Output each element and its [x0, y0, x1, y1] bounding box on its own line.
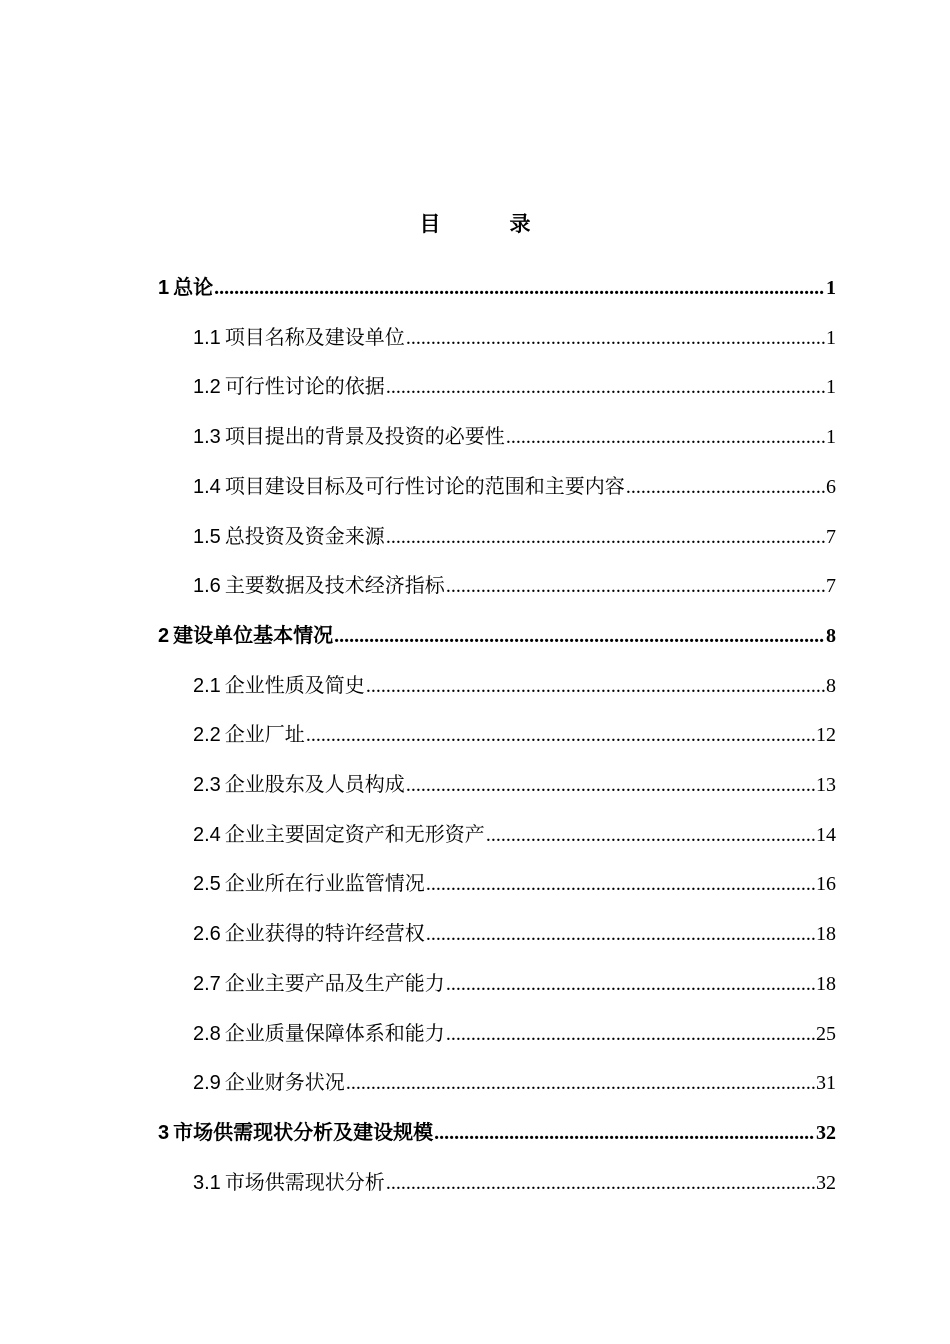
- toc-leader-dots: [434, 1118, 815, 1148]
- toc-leader-dots: [486, 820, 815, 850]
- toc-entry-title: 建设单位基本情况: [173, 623, 334, 647]
- toc-entry-number: 1.1: [193, 327, 221, 349]
- toc-entry-title: 项目提出的背景及投资的必要性: [224, 424, 505, 448]
- toc-section-entry[interactable]: [193, 719, 836, 749]
- toc-entry-number: 3: [158, 1122, 170, 1144]
- toc-chapter-entry[interactable]: [158, 1117, 836, 1147]
- toc-entry-page-number: 8: [826, 625, 836, 647]
- toc-entry-page-number: 32: [816, 1122, 836, 1144]
- toc-leader-dots: [446, 1019, 815, 1049]
- toc-entry-number: 2.8: [193, 1023, 221, 1045]
- toc-entry-page-number: 7: [826, 575, 836, 597]
- toc-leader-dots: [406, 323, 825, 353]
- toc-entry-number: 2.9: [193, 1072, 221, 1094]
- toc-leader-dots: [306, 720, 815, 750]
- toc-entry-page-number: 1: [826, 327, 836, 349]
- toc-entry-number: 1.4: [193, 476, 221, 498]
- toc-entry-title: 主要数据及技术经济指标: [224, 573, 445, 597]
- toc-entry-title: 市场供需现状分析及建设规模: [173, 1120, 434, 1144]
- toc-entry-number: 2: [158, 625, 170, 647]
- toc-entry-number: 1.6: [193, 575, 221, 597]
- toc-entry-page-number: 6: [826, 476, 836, 498]
- toc-section-entry[interactable]: [193, 421, 836, 451]
- toc-section-entry[interactable]: [193, 670, 836, 700]
- page-title: 目 录: [419, 212, 555, 236]
- toc-leader-dots: [214, 273, 825, 303]
- toc-section-entry[interactable]: [193, 521, 836, 551]
- toc-entry-title: 项目建设目标及可行性讨论的范围和主要内容: [224, 474, 625, 498]
- toc-entry-number: 2.3: [193, 774, 221, 796]
- toc-leader-dots: [366, 671, 825, 701]
- toc-chapter-entry[interactable]: [158, 620, 836, 650]
- toc-entry-page-number: 25: [816, 1023, 836, 1045]
- toc-entry-number: 2.6: [193, 923, 221, 945]
- toc-entry-page-number: 32: [816, 1172, 836, 1194]
- toc-entry-page-number: 7: [826, 526, 836, 548]
- toc-entry-number: 2.1: [193, 675, 221, 697]
- toc-section-entry[interactable]: [193, 819, 836, 849]
- toc-section-entry[interactable]: [193, 868, 836, 898]
- toc-entry-number: 1: [158, 277, 170, 299]
- toc-section-entry[interactable]: [193, 918, 836, 948]
- toc-entry-title: 市场供需现状分析: [224, 1170, 385, 1194]
- toc-entry-number: 2.2: [193, 724, 221, 746]
- toc-leader-dots: [334, 621, 825, 651]
- toc-leader-dots: [506, 422, 825, 452]
- toc-entry-number: 2.4: [193, 824, 221, 846]
- toc-entry-number: 1.5: [193, 526, 221, 548]
- toc-entry-title: 企业质量保障体系和能力: [224, 1021, 445, 1045]
- toc-entry-title: 企业主要产品及生产能力: [224, 971, 445, 995]
- toc-entry-title: 企业股东及人员构成: [224, 772, 405, 796]
- toc-entry-title: 企业主要固定资产和无形资产: [224, 822, 485, 846]
- toc-leader-dots: [446, 969, 815, 999]
- toc-entry-title: 企业厂址: [224, 722, 305, 746]
- toc-entry-page-number: 1: [826, 426, 836, 448]
- toc-entry-title: 企业财务状况: [224, 1070, 345, 1094]
- toc-entry-title: 企业所在行业监管情况: [224, 871, 425, 895]
- toc-leader-dots: [626, 472, 825, 502]
- toc-entry-page-number: 12: [816, 724, 836, 746]
- toc-leader-dots: [446, 571, 825, 601]
- toc-chapter-entry[interactable]: [158, 272, 836, 302]
- toc-leader-dots: [386, 1168, 815, 1198]
- toc-leader-dots: [386, 372, 825, 402]
- toc-entry-page-number: 16: [816, 873, 836, 895]
- toc-section-entry[interactable]: [193, 322, 836, 352]
- toc-entry-number: 3.1: [193, 1172, 221, 1194]
- toc-entry-title: 企业获得的特许经营权: [224, 921, 425, 945]
- toc-entry-number: 2.5: [193, 873, 221, 895]
- toc-entry-page-number: 8: [826, 675, 836, 697]
- toc-section-entry[interactable]: [193, 371, 836, 401]
- toc-entry-title: 总论: [173, 275, 214, 299]
- toc-section-entry[interactable]: [193, 1018, 836, 1048]
- toc-leader-dots: [426, 919, 815, 949]
- toc-entry-number: 2.7: [193, 973, 221, 995]
- toc-entry-page-number: 18: [816, 973, 836, 995]
- toc-entry-page-number: 1: [826, 376, 836, 398]
- toc-entry-page-number: 1: [826, 277, 836, 299]
- toc-entry-page-number: 31: [816, 1072, 836, 1094]
- toc-leader-dots: [406, 770, 815, 800]
- toc-leader-dots: [346, 1068, 815, 1098]
- toc-section-entry[interactable]: [193, 570, 836, 600]
- toc-entry-number: 1.3: [193, 426, 221, 448]
- toc-entry-page-number: 13: [816, 774, 836, 796]
- toc-section-entry[interactable]: [193, 1067, 836, 1097]
- toc-entry-title: 总投资及资金来源: [224, 524, 385, 548]
- toc-entry-page-number: 18: [816, 923, 836, 945]
- toc-entry-title: 可行性讨论的依据: [224, 374, 385, 398]
- toc-section-entry[interactable]: [193, 471, 836, 501]
- toc-section-entry[interactable]: [193, 1167, 836, 1197]
- toc-entry-page-number: 14: [816, 824, 836, 846]
- toc-entry-number: 1.2: [193, 376, 221, 398]
- toc-leader-dots: [426, 869, 815, 899]
- toc-section-entry[interactable]: [193, 968, 836, 998]
- toc-section-entry[interactable]: [193, 769, 836, 799]
- toc-entry-title: 企业性质及简史: [224, 673, 365, 697]
- toc-leader-dots: [386, 522, 825, 552]
- toc-entry-title: 项目名称及建设单位: [224, 325, 405, 349]
